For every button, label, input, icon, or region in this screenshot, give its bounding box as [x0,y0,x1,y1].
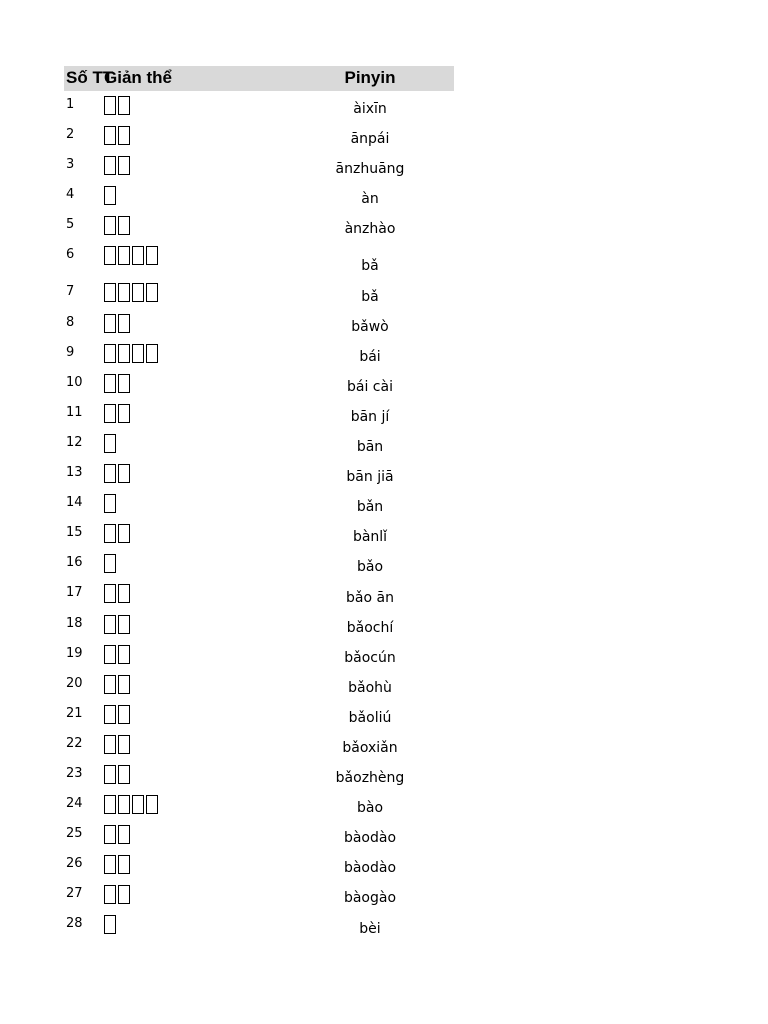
missing-glyph-box [104,314,116,333]
table-row[interactable] [64,459,454,489]
missing-glyph-box [118,885,130,904]
missing-glyph-box [118,705,130,724]
row-number: 24 [66,796,83,812]
pinyin-cell: bǎochí [346,619,394,636]
missing-glyph-box [118,156,130,175]
pinyin-cell: bǎozhèng [335,770,405,787]
pinyin-cell: bǎ [361,288,379,305]
pinyin-cell: bàodào [343,830,397,847]
row-number: 4 [66,187,75,203]
missing-glyph-box [104,216,116,235]
table-row[interactable] [64,549,454,579]
missing-glyph-box [118,314,130,333]
simplified-glyphs [104,615,132,634]
missing-glyph-box [132,246,144,265]
row-number: 25 [66,826,83,842]
missing-glyph-box [104,524,116,543]
missing-glyph-box [104,675,116,694]
table-row[interactable] [64,369,454,399]
table-row[interactable] [64,640,454,670]
simplified-glyphs [104,494,118,513]
table-row[interactable] [64,519,454,549]
simplified-glyphs [104,186,118,205]
missing-glyph-box [104,96,116,115]
simplified-glyphs [104,374,132,393]
row-number: 27 [66,886,83,902]
pinyin-cell: bǎ [361,258,379,275]
pinyin-cell: bàogào [343,890,397,907]
missing-glyph-box [118,374,130,393]
missing-glyph-box [104,464,116,483]
simplified-glyphs [104,735,132,754]
row-number: 9 [66,344,75,360]
pinyin-cell: àixīn [353,101,387,118]
missing-glyph-box [104,404,116,423]
simplified-glyphs [104,524,132,543]
missing-glyph-box [104,885,116,904]
table-row[interactable] [64,91,454,121]
row-number: 10 [66,374,83,390]
missing-glyph-box [118,126,130,145]
row-number: 5 [66,217,75,233]
pinyin-cell: bǎoxiǎn [342,739,398,756]
missing-glyph-box [118,246,130,265]
table-row[interactable] [64,278,454,308]
pinyin-cell: bǎoliú [348,709,392,726]
missing-glyph-box [118,216,130,235]
missing-glyph-box [104,705,116,724]
simplified-glyphs [104,645,132,664]
table-row[interactable] [64,339,454,369]
row-number: 1 [66,97,75,112]
vocabulary-sheet [64,66,454,941]
pinyin-cell: ànzhào [344,221,396,238]
missing-glyph-box [118,283,130,302]
pinyin-cell: bái [359,348,381,365]
simplified-glyphs [104,126,132,145]
simplified-glyphs [104,855,132,874]
missing-glyph-box [118,96,130,115]
simplified-glyphs [104,584,132,603]
row-number: 28 [66,916,83,932]
pinyin-cell: bàodào [343,860,397,877]
pinyin-cell: bǎo ān [346,589,394,606]
table-row[interactable] [64,880,454,910]
missing-glyph-box [104,494,116,513]
missing-glyph-box [118,765,130,784]
missing-glyph-box [104,434,116,453]
missing-glyph-box [104,915,116,934]
table-header [64,66,454,91]
table-row[interactable] [64,211,454,241]
row-number: 8 [66,314,75,330]
header-number[interactable]: Số TT [66,68,114,87]
row-number: 2 [66,127,75,143]
missing-glyph-box [132,795,144,814]
simplified-glyphs [104,795,160,814]
table-row[interactable] [64,181,454,211]
simplified-glyphs [104,216,132,235]
missing-glyph-box [104,645,116,664]
missing-glyph-box [118,855,130,874]
row-number: 17 [66,585,83,601]
missing-glyph-box [118,645,130,664]
row-number: 16 [66,555,83,571]
missing-glyph-box [104,344,116,363]
row-number: 14 [66,495,83,511]
simplified-glyphs [104,705,132,724]
missing-glyph-box [104,156,116,175]
missing-glyph-box [132,344,144,363]
simplified-glyphs [104,156,132,175]
pinyin-cell: àn [361,191,379,208]
simplified-glyphs [104,434,118,453]
missing-glyph-box [146,795,158,814]
missing-glyph-box [146,344,158,363]
header-pinyin[interactable]: Pinyin [344,68,396,87]
row-number: 12 [66,434,83,450]
table-row[interactable] [64,790,454,820]
simplified-glyphs [104,246,160,265]
pinyin-cell: bànlǐ [352,529,388,546]
missing-glyph-box [104,825,116,844]
row-number: 22 [66,735,83,751]
table-row[interactable] [64,489,454,519]
missing-glyph-box [104,735,116,754]
row-number: 26 [66,856,83,872]
missing-glyph-box [118,464,130,483]
missing-glyph-box [118,584,130,603]
missing-glyph-box [104,246,116,265]
missing-glyph-box [118,825,130,844]
row-number: 7 [66,284,75,300]
pinyin-cell: ānpái [350,131,390,148]
simplified-glyphs [104,765,132,784]
table-row[interactable] [64,309,454,339]
pinyin-cell: bān [356,439,384,456]
missing-glyph-box [104,584,116,603]
missing-glyph-box [104,126,116,145]
missing-glyph-box [118,524,130,543]
pinyin-cell: bǎwò [351,318,389,335]
table-row[interactable] [64,910,454,940]
row-number: 19 [66,645,83,661]
missing-glyph-box [118,615,130,634]
missing-glyph-box [104,615,116,634]
row-number: 11 [66,404,83,420]
missing-glyph-box [118,735,130,754]
row-number: 15 [66,525,83,541]
simplified-glyphs [104,96,132,115]
missing-glyph-box [132,283,144,302]
missing-glyph-box [104,186,116,205]
missing-glyph-box [118,675,130,694]
pinyin-cell: bān jí [350,408,390,425]
table-row[interactable] [64,850,454,880]
simplified-glyphs [104,464,132,483]
table-body [64,91,454,941]
missing-glyph-box [118,344,130,363]
row-number: 6 [66,247,75,263]
table-row[interactable] [64,429,454,459]
missing-glyph-box [104,283,116,302]
table-row[interactable] [64,151,454,181]
simplified-glyphs [104,404,132,423]
table-row[interactable] [64,399,454,429]
row-number: 18 [66,615,83,631]
pinyin-cell: bào [356,800,384,817]
simplified-glyphs [104,314,132,333]
missing-glyph-box [104,765,116,784]
simplified-glyphs [104,825,132,844]
missing-glyph-box [118,404,130,423]
pinyin-cell: bái cài [347,378,393,395]
table-row[interactable] [64,670,454,700]
simplified-glyphs [104,554,118,573]
table-row[interactable] [64,700,454,730]
missing-glyph-box [104,795,116,814]
missing-glyph-box [146,246,158,265]
missing-glyph-box [146,283,158,302]
table-row[interactable] [64,610,454,640]
table-row[interactable] [64,121,454,151]
table-row[interactable] [64,760,454,790]
missing-glyph-box [104,374,116,393]
simplified-glyphs [104,915,118,934]
pinyin-cell: bǎo [356,559,384,576]
row-number: 3 [66,157,75,173]
header-simplified[interactable]: Giản thể [104,68,173,87]
simplified-glyphs [104,344,160,363]
pinyin-cell: bān jiā [346,469,394,486]
simplified-glyphs [104,885,132,904]
pinyin-cell: ānzhuāng [335,161,405,178]
pinyin-cell: bǎocún [344,649,396,666]
table-row[interactable] [64,730,454,760]
row-number: 21 [66,705,83,721]
row-number: 23 [66,765,83,781]
table-row[interactable] [64,820,454,850]
simplified-glyphs [104,675,132,694]
row-number: 13 [66,465,83,481]
pinyin-cell: bèi [359,920,381,937]
row-number: 20 [66,675,83,691]
missing-glyph-box [118,795,130,814]
table-row[interactable] [64,241,454,278]
pinyin-cell: bǎn [356,499,384,516]
simplified-glyphs [104,283,160,302]
pinyin-cell: bǎohù [348,679,392,696]
missing-glyph-box [104,855,116,874]
missing-glyph-box [104,554,116,573]
table-row[interactable] [64,579,454,609]
